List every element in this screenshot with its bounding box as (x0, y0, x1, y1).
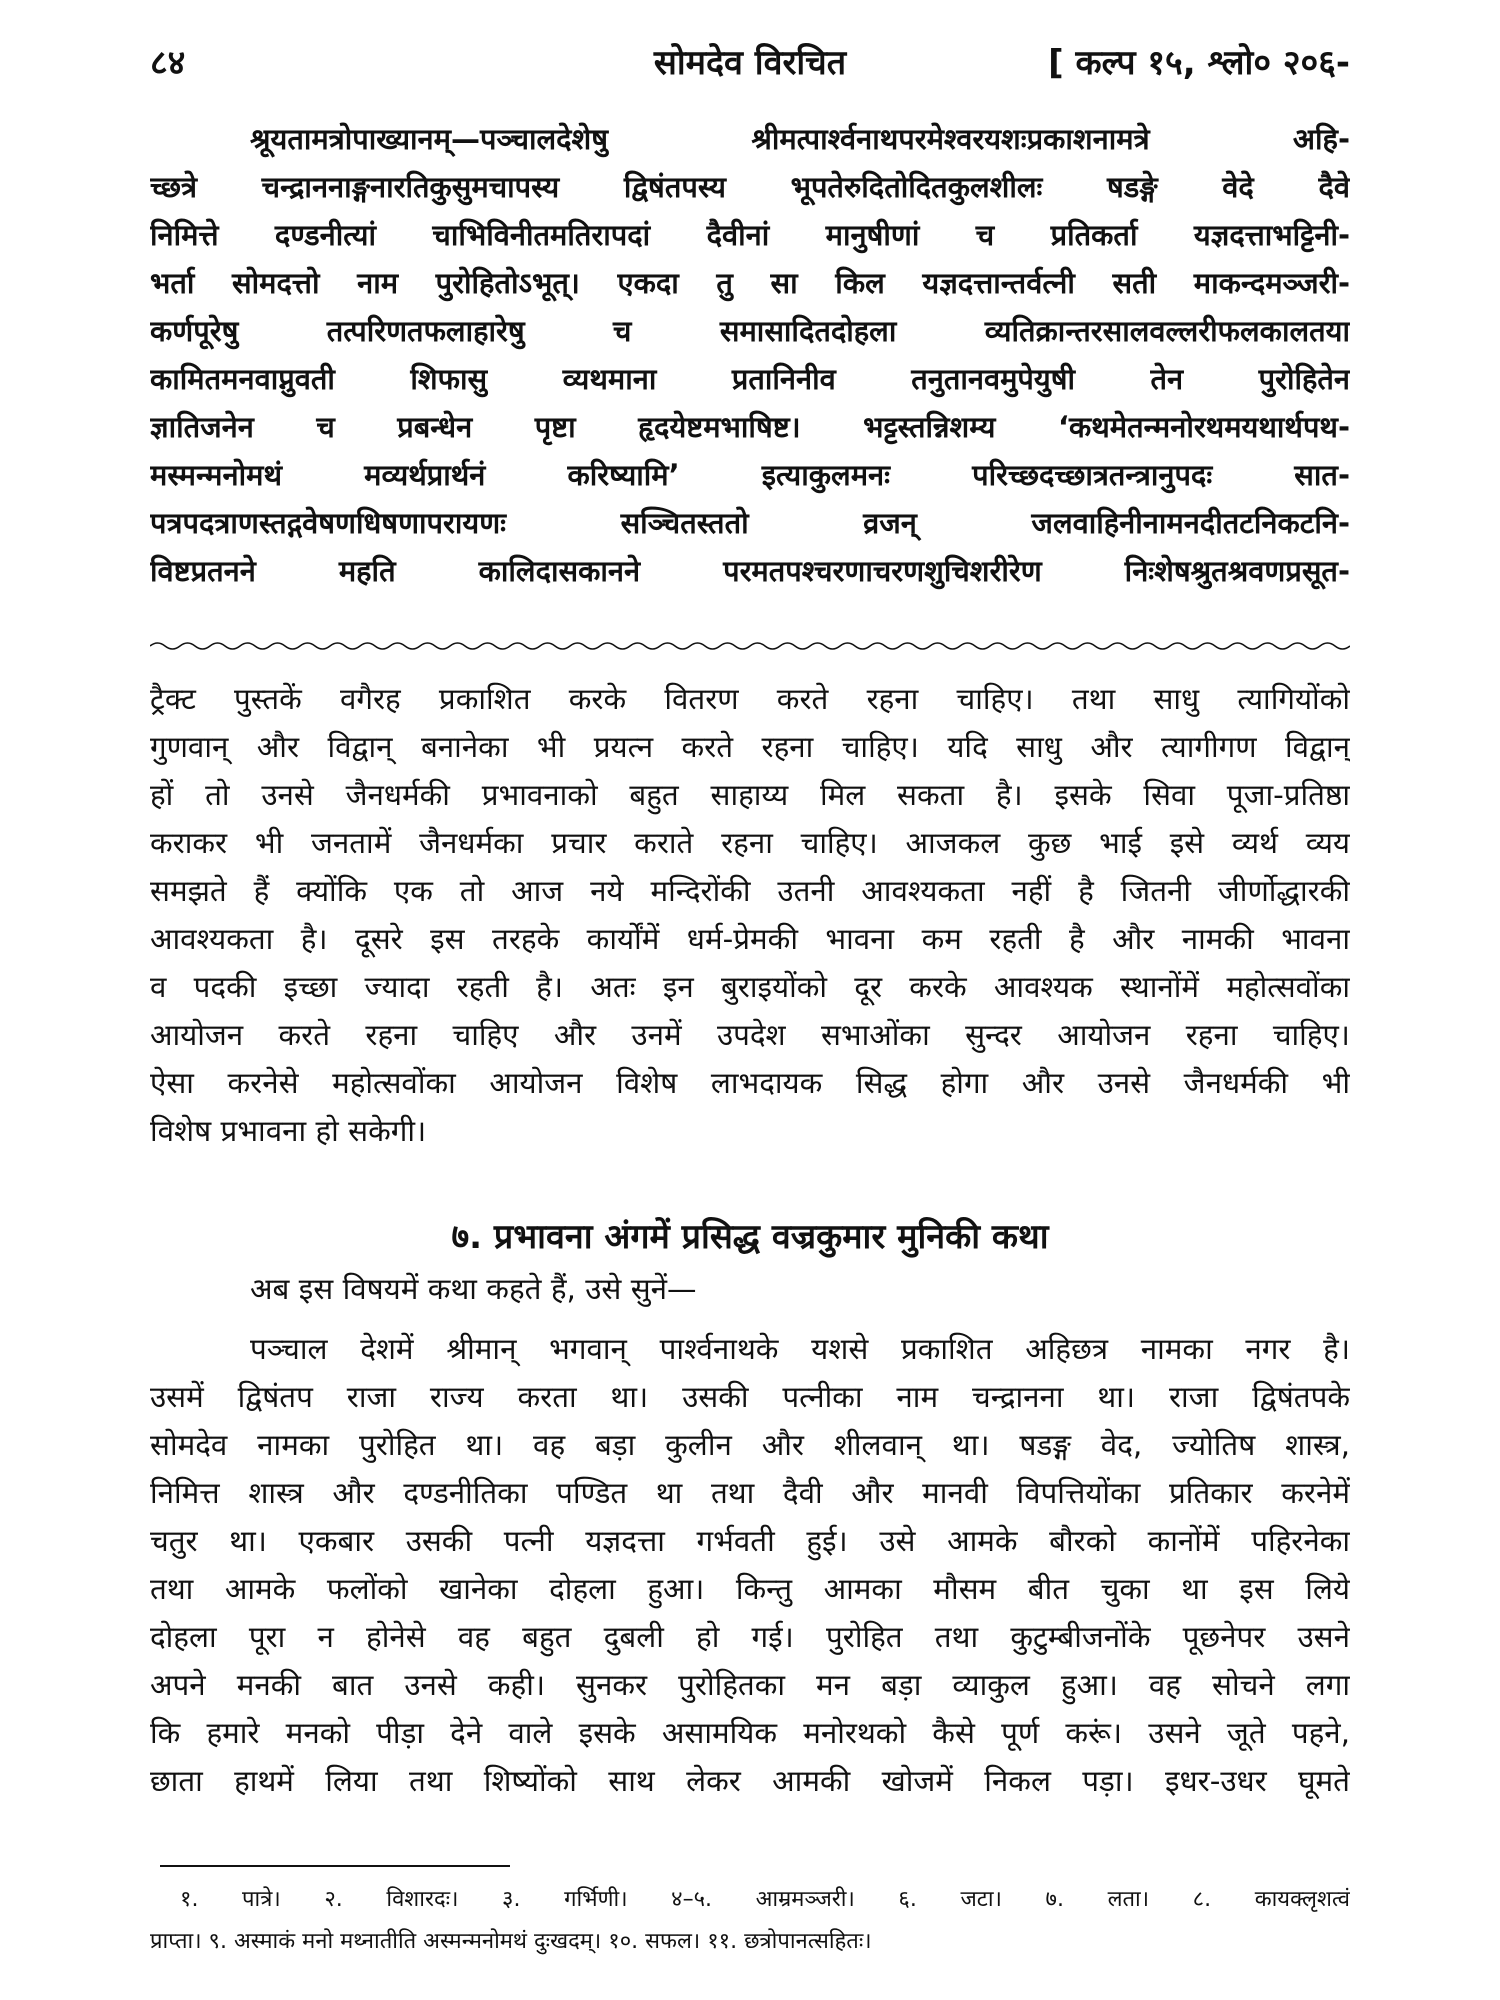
page-number: ८४ (150, 43, 186, 83)
text-line: हों तो उनसे जैनधर्मकी प्रभावनाको बहुत साहाय्य मिल सकता है। इसके सिवा पूजा-प्रतिष्ठा (150, 778, 1350, 812)
running-title: सोमदेव विरचित (653, 43, 847, 83)
text-line: उसमें द्विषंतप राजा राज्य करता था। उसकी पत्नीका नाम चन्द्रानना था। राजा द्विषंतपके (150, 1380, 1350, 1414)
text-line: ऐसा करनेसे महोत्सवोंका आयोजन विशेष लाभदायक सिद्ध होगा और उनसे जैनधर्मकी भी (150, 1066, 1350, 1100)
text-line: आवश्यकता है। दूसरे इस तरहके कार्योंमें धर्म-प्रेमकी भावना कम रहती है और नामकी भावना (150, 922, 1350, 956)
text-line: ट्रैक्ट पुस्तकें वगैरह प्रकाशित करके वितरण करते रहना चाहिए। तथा साधु त्यागियोंको (150, 682, 1350, 716)
footnote-rule (160, 1865, 510, 1867)
text-line: समझते हैं क्योंकि एक तो आज नये मन्दिरोंकी उतनी आवश्यकता नहीं है जितनी जीर्णोद्धारकी (150, 874, 1350, 908)
sanskrit-line: मस्मन्मनोमथं मव्यर्थप्रार्थनं करिष्यामि’ इत्याकुलमनः परिच्छदच्छात्रतन्त्रानुपदः सात- (150, 458, 1350, 492)
sanskrit-line: ज्ञातिजनेन च प्रबन्धेन पृष्टा हृदयेष्टमभाषिष्ट। भट्टस्तन्निशम्य ‘कथमेतन्मनोरथमयथार्थपथ- (150, 410, 1350, 444)
hindi-paragraph-2 (150, 1325, 1350, 1805)
sanskrit-line: निमित्ते दण्डनीत्यां चाभिविनीतमतिरापदां दैवीनां मानुषीणां च प्रतिकर्ता यज्ञदत्ताभट्टिनी- (150, 218, 1350, 252)
text-line: चतुर था। एकबार उसकी पत्नी यज्ञदत्ता गर्भवती हुई। उसे आमके बौरको कानोंमें पहिरनेका (150, 1524, 1350, 1558)
verse-reference: [ कल्प १५, श्लो० २०६- (1048, 43, 1350, 83)
text-line: विशेष प्रभावना हो सकेगी। (150, 1114, 427, 1148)
wavy-divider (150, 640, 1350, 652)
section-heading: ७. प्रभावना अंगमें प्रसिद्ध वज्रकुमार मुनिकी कथा (451, 1217, 1049, 1257)
page-header (150, 38, 1350, 88)
sanskrit-commentary (150, 115, 1350, 595)
footnote-line: १. पात्रे। २. विशारदः। ३. गर्भिणी। ४–५. आम्रमञ्जरी। ६. जटा। ७. लता। ८. कायक्लृशत्वं (180, 1887, 1350, 1912)
footnote-line: प्राप्ता। ९. अस्माकं मनो मथ्नातीति अस्मन्मनोमथं दुःखदम्। १०. सफल। ११. छत्रोपानत्सहितः। (150, 1929, 872, 1954)
text-line: सोमदेव नामका पुरोहित था। वह बड़ा कुलीन और शीलवान् था। षडङ्ग वेद, ज्योतिष शास्त्र, (150, 1428, 1350, 1462)
intro-line: अब इस विषयमें कथा कहते हैं, उसे सुनें— (250, 1272, 697, 1306)
sanskrit-line: श्रूयतामत्रोपाख्यानम्—पञ्चालदेशेषु श्रीमत्पार्श्वनाथपरमेश्वरयशःप्रकाशनामत्रे अहि- (250, 122, 1350, 156)
text-line: दोहला पूरा न होनेसे वह बहुत दुबली हो गई। पुरोहित तथा कुटुम्बीजनोंके पूछनेपर उसने (150, 1620, 1350, 1654)
text-line: कि हमारे मनको पीड़ा देने वाले इसके असामयिक मनोरथको कैसे पूर्ण करूं। उसने जूते पहने, (150, 1716, 1350, 1750)
text-line: अपने मनकी बात उनसे कही। सुनकर पुरोहितका मन बड़ा व्याकुल हुआ। वह सोचने लगा (150, 1668, 1350, 1702)
sanskrit-line: च्छत्रे चन्द्राननाङ्गनारतिकुसुमचापस्य द्विषंतपस्य भूपतेरुदितोदितकुलशीलः षडङ्गे वेदे दैवे (150, 170, 1350, 204)
text-line: कराकर भी जनतामें जैनधर्मका प्रचार कराते रहना चाहिए। आजकल कुछ भाई इसे व्यर्थ व्यय (150, 826, 1350, 860)
text-line: तथा आमके फलोंको खानेका दोहला हुआ। किन्तु आमका मौसम बीत चुका था इस लिये (150, 1572, 1350, 1606)
sanskrit-line: विष्टप्रतनने महति कालिदासकानने परमतपश्चरणाचरणशुचिशरीरेण निःशेषश्रुतश्रवणप्रसूत- (150, 554, 1350, 588)
text-line: आयोजन करते रहना चाहिए और उनमें उपदेश सभाओंका सुन्दर आयोजन रहना चाहिए। (150, 1018, 1350, 1052)
sanskrit-line: भर्ता सोमदत्तो नाम पुरोहितोऽभूत्। एकदा तु सा किल यज्ञदत्तान्तर्वत्नी सती माकन्दमञ्जरी- (150, 266, 1350, 300)
intro-line-block (150, 1265, 1350, 1313)
hindi-paragraph-1 (150, 675, 1350, 1155)
text-line: पञ्चाल देशमें श्रीमान् भगवान् पार्श्वनाथके यशसे प्रकाशित अहिछत्र नामका नगर है। (250, 1332, 1350, 1366)
text-line: छाता हाथमें लिया तथा शिष्योंको साथ लेकर आमकी खोजमें निकल पड़ा। इधर-उधर घूमते (150, 1764, 1350, 1798)
text-line: निमित्त शास्त्र और दण्डनीतिका पण्डित था तथा दैवी और मानवी विपत्तियोंका प्रतिकार करनेमें (150, 1476, 1350, 1510)
sanskrit-line: कामितमनवाप्नुवती शिफासु व्यथमाना प्रतानिनीव तनुतानवमुपेयुषी तेन पुरोहितेन (150, 362, 1350, 396)
text-line: व पदकी इच्छा ज्यादा रहती है। अतः इन बुराइयोंको दूर करके आवश्यक स्थानोंमें महोत्सवोंका (150, 970, 1350, 1004)
sanskrit-line: कर्णपूरेषु तत्परिणतफलाहारेषु च समासादितदोहला व्यतिक्रान्तरसालवल्लरीफलकालतया (150, 314, 1350, 348)
text-line: गुणवान् और विद्वान् बनानेका भी प्रयत्न करते रहना चाहिए। यदि साधु और त्यागीगण विद्वान् (150, 730, 1350, 764)
sanskrit-line: पत्रपदत्राणस्तद्गवेषणधिषणापरायणः सञ्चितस्ततो व्रजन् जलवाहिनीनामनदीतटनिकटनि- (150, 506, 1350, 540)
